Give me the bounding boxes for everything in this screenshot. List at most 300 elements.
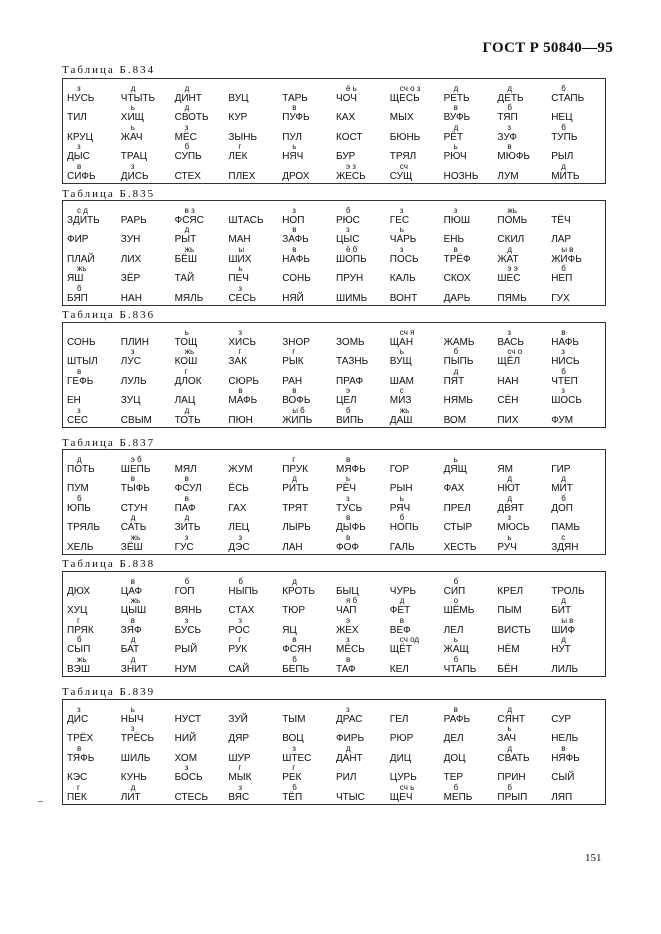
word-cell [228,617,282,636]
word-text: ЗЯФ [120,624,142,636]
word-text: ШУР [228,752,251,764]
word-cell [121,124,175,143]
word-cell [444,764,498,783]
word-cell [282,163,336,182]
diacritic-mark: з [238,532,243,542]
diacritic-mark: з [77,705,81,714]
word-text: СОНЬ [282,273,311,285]
word-grid [63,450,605,555]
word-cell [390,226,444,245]
word-text: НЯЙ [282,292,304,304]
word-cell [175,143,229,162]
word-text: СВОТЬ [174,112,209,124]
word-text: РЫН [389,483,413,495]
word-cell [282,285,336,304]
diacritic-mark: б [453,577,459,586]
diacritic-mark: з [184,532,189,542]
word-text: ВЭШ [67,663,91,675]
word-cell [67,348,121,367]
word-cell [121,578,175,597]
word-cell [497,784,551,803]
diacritic-mark: д [345,743,351,753]
word-cell [228,636,282,655]
diacritic-mark: б [453,347,459,357]
word-cell [175,163,229,182]
word-cell [497,207,551,226]
word-cell [67,706,121,725]
word-text: ЖИПЬ [282,414,313,426]
word-text: МЯЛ [174,464,197,475]
word-text: ТЕР [443,772,464,784]
word-cell [497,329,551,348]
word-cell [228,124,282,143]
diacritic-mark: ь [453,455,458,464]
diacritic-mark: жь [130,596,141,606]
word-cell [175,475,229,494]
word-cell [497,656,551,675]
diacritic-mark: б [399,513,405,523]
word-cell [551,85,605,104]
diacritic-mark: д [184,84,190,93]
word-cell [336,617,390,636]
word-text: ЦАФ [120,586,143,597]
word-text: НАН [120,292,142,304]
word-text: ЗДИТЬ [67,215,100,226]
word-text: НАН [497,375,519,387]
word-cell [444,617,498,636]
diacritic-mark: д [292,577,297,586]
word-cell [444,784,498,803]
word-cell [551,617,605,636]
word-text: ДЮХ [67,586,91,597]
diacritic-mark: д [184,405,190,415]
word-text: ПРИН [497,772,526,784]
word-cell [497,578,551,597]
word-cell [282,784,336,803]
word-cell [228,475,282,494]
word-text: ТРЁСЬ [120,733,155,745]
word-text: НЕЛЬ [551,733,579,745]
word-cell [228,143,282,162]
word-cell [282,617,336,636]
word-text: ВЕФ [389,624,411,636]
word-text: КЭС [67,772,88,784]
diacritic-mark: б [345,405,351,415]
word-cell [551,143,605,162]
word-text: НЁМ [497,644,520,656]
word-text: ПУЛ [282,131,302,143]
word-cell [282,387,336,406]
diacritic-mark: в [292,635,297,645]
word-text: КОСТ [335,131,363,143]
word-text: ШТЫЛ [67,356,98,368]
word-text: ТРАЦ [120,151,147,163]
word-text: РЁТ [443,131,464,143]
word-cell [551,597,605,616]
word-text: СЁН [497,395,519,407]
word-text: ЧТЫТЬ [120,93,156,104]
diacritic-mark: б [292,654,297,664]
diacritic-mark: в [292,244,297,254]
word-cell [390,456,444,475]
diacritic-mark: з [292,206,296,215]
table-caption: Таблица Б.837 [62,437,156,449]
diacritic-mark: з [345,493,350,503]
word-text: МИЗ [389,395,412,407]
word-text: СТУН [120,502,148,514]
word-text: НАФЬ [551,337,579,348]
word-cell [551,784,605,803]
word-text: ХЕСТЬ [443,541,477,553]
word-text: ТЯФЬ [67,752,95,764]
word-text: ДАШ [389,414,413,426]
diacritic-mark: б [77,493,82,503]
diacritic-mark: г [77,782,80,792]
word-grid [63,572,605,677]
diacritic-mark: д [130,635,136,645]
word-cell [497,725,551,744]
word-text: ЗАФЬ [282,234,309,246]
diacritic-mark: з [77,142,81,152]
word-text: ЛАН [282,541,303,553]
word-cell [551,246,605,265]
word-text: ШТЕС [282,752,312,764]
word-cell [444,725,498,744]
word-cell [551,104,605,123]
word-text: ЖИФЬ [551,253,582,265]
diacritic-mark: б [561,84,566,93]
word-cell [551,124,605,143]
word-cell [336,456,390,475]
word-cell [497,706,551,725]
word-text: СЫЙ [551,772,575,784]
word-text: ШОСЬ [551,395,582,407]
word-text: СЕСЬ [228,292,257,304]
word-cell [336,514,390,533]
word-text: СЮРЬ [228,375,259,387]
word-cell [282,329,336,348]
word-cell [336,578,390,597]
diacritic-mark: з [507,328,512,337]
diacritic-mark: в [292,225,297,235]
word-cell [444,124,498,143]
word-cell [551,265,605,284]
word-cell [175,348,229,367]
word-cell [175,265,229,284]
diacritic-mark: г [292,763,296,773]
word-text: ДЯЩ [443,464,467,475]
word-text: РЕТЬ [443,93,470,104]
word-cell [175,104,229,123]
word-text: ЛИЛЬ [551,663,579,675]
word-cell [175,495,229,514]
word-cell [121,534,175,553]
diacritic-mark: ь [292,142,297,152]
word-text: ПРАФ [335,375,364,387]
diacritic-mark: б [184,577,190,586]
word-text: ПЕК [67,791,87,803]
word-cell [175,368,229,387]
word-cell [121,636,175,655]
word-text: РЮС [335,215,360,226]
word-text: ЛУС [120,356,141,368]
word-text: ХЕЛЬ [67,541,94,553]
word-cell [444,207,498,226]
word-text: СУР [551,714,572,725]
diacritic-mark: б [561,122,566,132]
word-cell [497,475,551,494]
word-cell [121,85,175,104]
word-cell [175,207,229,226]
word-text: ДАРЬ [443,292,471,304]
word-cell [497,104,551,123]
word-text: ПРЫП [497,791,528,803]
word-table [62,200,606,306]
word-text: ПЛИН [120,337,149,348]
word-text: БЫЦ [335,586,359,597]
word-cell [444,745,498,764]
word-text: ПЯТ [443,375,465,387]
diacritic-mark: в [184,493,189,503]
word-text: ЖАЧ [120,131,143,143]
word-text: ШИМЬ [335,292,368,304]
word-cell [67,725,121,744]
word-cell [336,407,390,426]
word-cell [228,784,282,803]
word-text: ЧУРЬ [389,586,417,597]
word-cell [121,706,175,725]
word-cell [444,143,498,162]
word-cell [390,745,444,764]
word-cell [121,104,175,123]
word-cell [390,207,444,226]
word-text: ТОЩ [174,337,198,348]
word-text: ПЯМЬ [497,292,527,304]
word-cell [67,636,121,655]
word-cell [336,207,390,226]
word-text: НОПЬ [389,522,419,534]
diacritic-mark: ы б [292,405,305,415]
word-text: ЗАЧ [497,733,516,745]
word-cell [497,85,551,104]
word-cell [175,745,229,764]
word-cell [228,265,282,284]
word-cell [551,285,605,304]
word-text: ПАФ [174,502,196,514]
word-text: СИФЬ [67,170,96,182]
diacritic-mark: в [561,743,566,753]
word-text: ДЭС [228,541,250,553]
word-cell [228,514,282,533]
word-cell [67,495,121,514]
word-text: ЛАР [551,234,572,246]
diacritic-mark: з [77,84,81,93]
diacritic-mark: з [184,122,189,132]
diacritic-mark: д [184,513,190,523]
word-cell [336,226,390,245]
diacritic-mark: д [130,84,136,93]
diacritic-mark: з [130,347,135,357]
diacritic-mark: сч [399,161,408,171]
word-text: СКИЛ [497,234,525,246]
word-cell [228,706,282,725]
word-text: ДИЦ [389,752,412,764]
word-text: ФАХ [443,483,465,495]
word-cell [228,745,282,764]
diacritic-mark: з [292,743,296,753]
word-text: ДВЯТ [497,502,524,514]
word-cell [67,207,121,226]
word-cell [282,597,336,616]
word-cell [228,348,282,367]
word-cell [551,764,605,783]
word-text: ПРЯК [67,624,94,636]
word-cell [336,143,390,162]
diacritic-mark: в [77,743,82,753]
word-text: НЕП [551,273,573,285]
word-cell [67,656,121,675]
word-text: ГУС [174,541,194,553]
diacritic-mark: в [130,474,136,484]
word-cell [282,636,336,655]
word-cell [336,246,390,265]
word-text: РАН [282,375,303,387]
word-cell [497,163,551,182]
word-text: ДЕЛ [443,733,464,745]
word-text: ПУФЬ [282,112,310,124]
word-cell [175,534,229,553]
word-cell [67,226,121,245]
word-cell [390,265,444,284]
word-text: КУР [228,112,248,124]
word-text: СВЫМ [120,414,152,426]
word-cell [390,329,444,348]
word-text: ВУФЬ [443,112,471,124]
diacritic-mark: сч ь [399,782,415,792]
word-text: КРУЦ [67,131,94,143]
word-text: ВОЦ [282,733,304,745]
diacritic-mark: ь [399,225,404,235]
word-cell [175,226,229,245]
diacritic-mark: ь [184,328,189,337]
word-cell [551,636,605,655]
word-cell [444,85,498,104]
word-cell [67,597,121,616]
diacritic-mark: ь [130,705,135,714]
word-text: ТЫФЬ [120,483,150,495]
word-cell [121,597,175,616]
word-text: ФИР [67,234,89,246]
word-text: ЦЫС [335,234,360,246]
word-text: ШАМ [389,375,414,387]
word-text: ТРЯЛ [389,151,417,163]
word-text: ЛЕЦ [228,522,250,534]
word-text: КРОТЬ [282,586,315,597]
word-text: ДОЦ [443,752,466,764]
word-cell [121,745,175,764]
word-text: ГИР [551,464,571,475]
word-text: ХИЩ [120,112,145,124]
word-text: ПИХ [497,414,519,426]
word-text: МИТЬ [551,170,580,182]
diacritic-mark: б [561,264,566,274]
word-text: ФЕТ [389,605,411,617]
diacritic-mark: я б [345,596,358,606]
word-cell [282,534,336,553]
word-cell [121,207,175,226]
word-cell [551,725,605,744]
word-cell [336,764,390,783]
diacritic-mark: з [238,283,243,293]
document-header: ГОСТ Р 50840—95 [482,40,613,56]
word-cell [175,597,229,616]
word-cell [282,143,336,162]
word-text: ВЯНЬ [174,605,202,617]
word-cell [282,495,336,514]
word-cell [228,207,282,226]
word-cell [336,104,390,123]
word-cell [67,124,121,143]
word-cell [497,124,551,143]
word-cell [551,348,605,367]
word-cell [444,514,498,533]
word-text: ВЯС [228,791,250,803]
word-cell [336,265,390,284]
word-cell [67,407,121,426]
word-text: ГЕЛ [389,714,409,725]
diacritic-mark: б [507,103,512,113]
word-cell [551,534,605,553]
diacritic-mark: ь [345,474,351,484]
word-cell [336,636,390,655]
word-text: ДИНТ [174,93,202,104]
word-grid [63,323,605,428]
word-cell [175,124,229,143]
diacritic-mark: з [399,206,404,215]
word-text: РЫЛ [551,151,574,163]
word-cell [336,329,390,348]
diacritic-mark: жь [130,532,141,542]
word-cell [282,85,336,104]
word-cell [551,656,605,675]
word-text: ФУМ [551,414,574,426]
margin-mark [38,801,43,802]
word-text: СКОХ [443,273,471,285]
word-cell [497,745,551,764]
word-text: ГЕФЬ [67,375,94,387]
word-text: ЧАП [335,605,357,617]
word-cell [444,578,498,597]
word-cell [67,163,121,182]
word-text: ЩЁЛ [497,356,521,368]
word-text: МЫК [228,772,252,784]
word-cell [175,85,229,104]
word-text: НЕЦ [551,112,573,124]
word-text: ПЮШ [443,215,471,226]
diacritic-mark: жь [399,405,410,415]
word-text: ЧТАПЬ [443,663,477,675]
word-cell [282,348,336,367]
word-cell [175,725,229,744]
word-cell [175,285,229,304]
diacritic-mark: б [453,782,459,792]
word-text: МЁСЬ [335,644,365,656]
word-text: ЧАРЬ [389,234,417,246]
word-cell [336,85,390,104]
word-cell [390,475,444,494]
word-text: ЛИХ [120,253,142,265]
word-text: ЛЫРЬ [282,522,311,534]
